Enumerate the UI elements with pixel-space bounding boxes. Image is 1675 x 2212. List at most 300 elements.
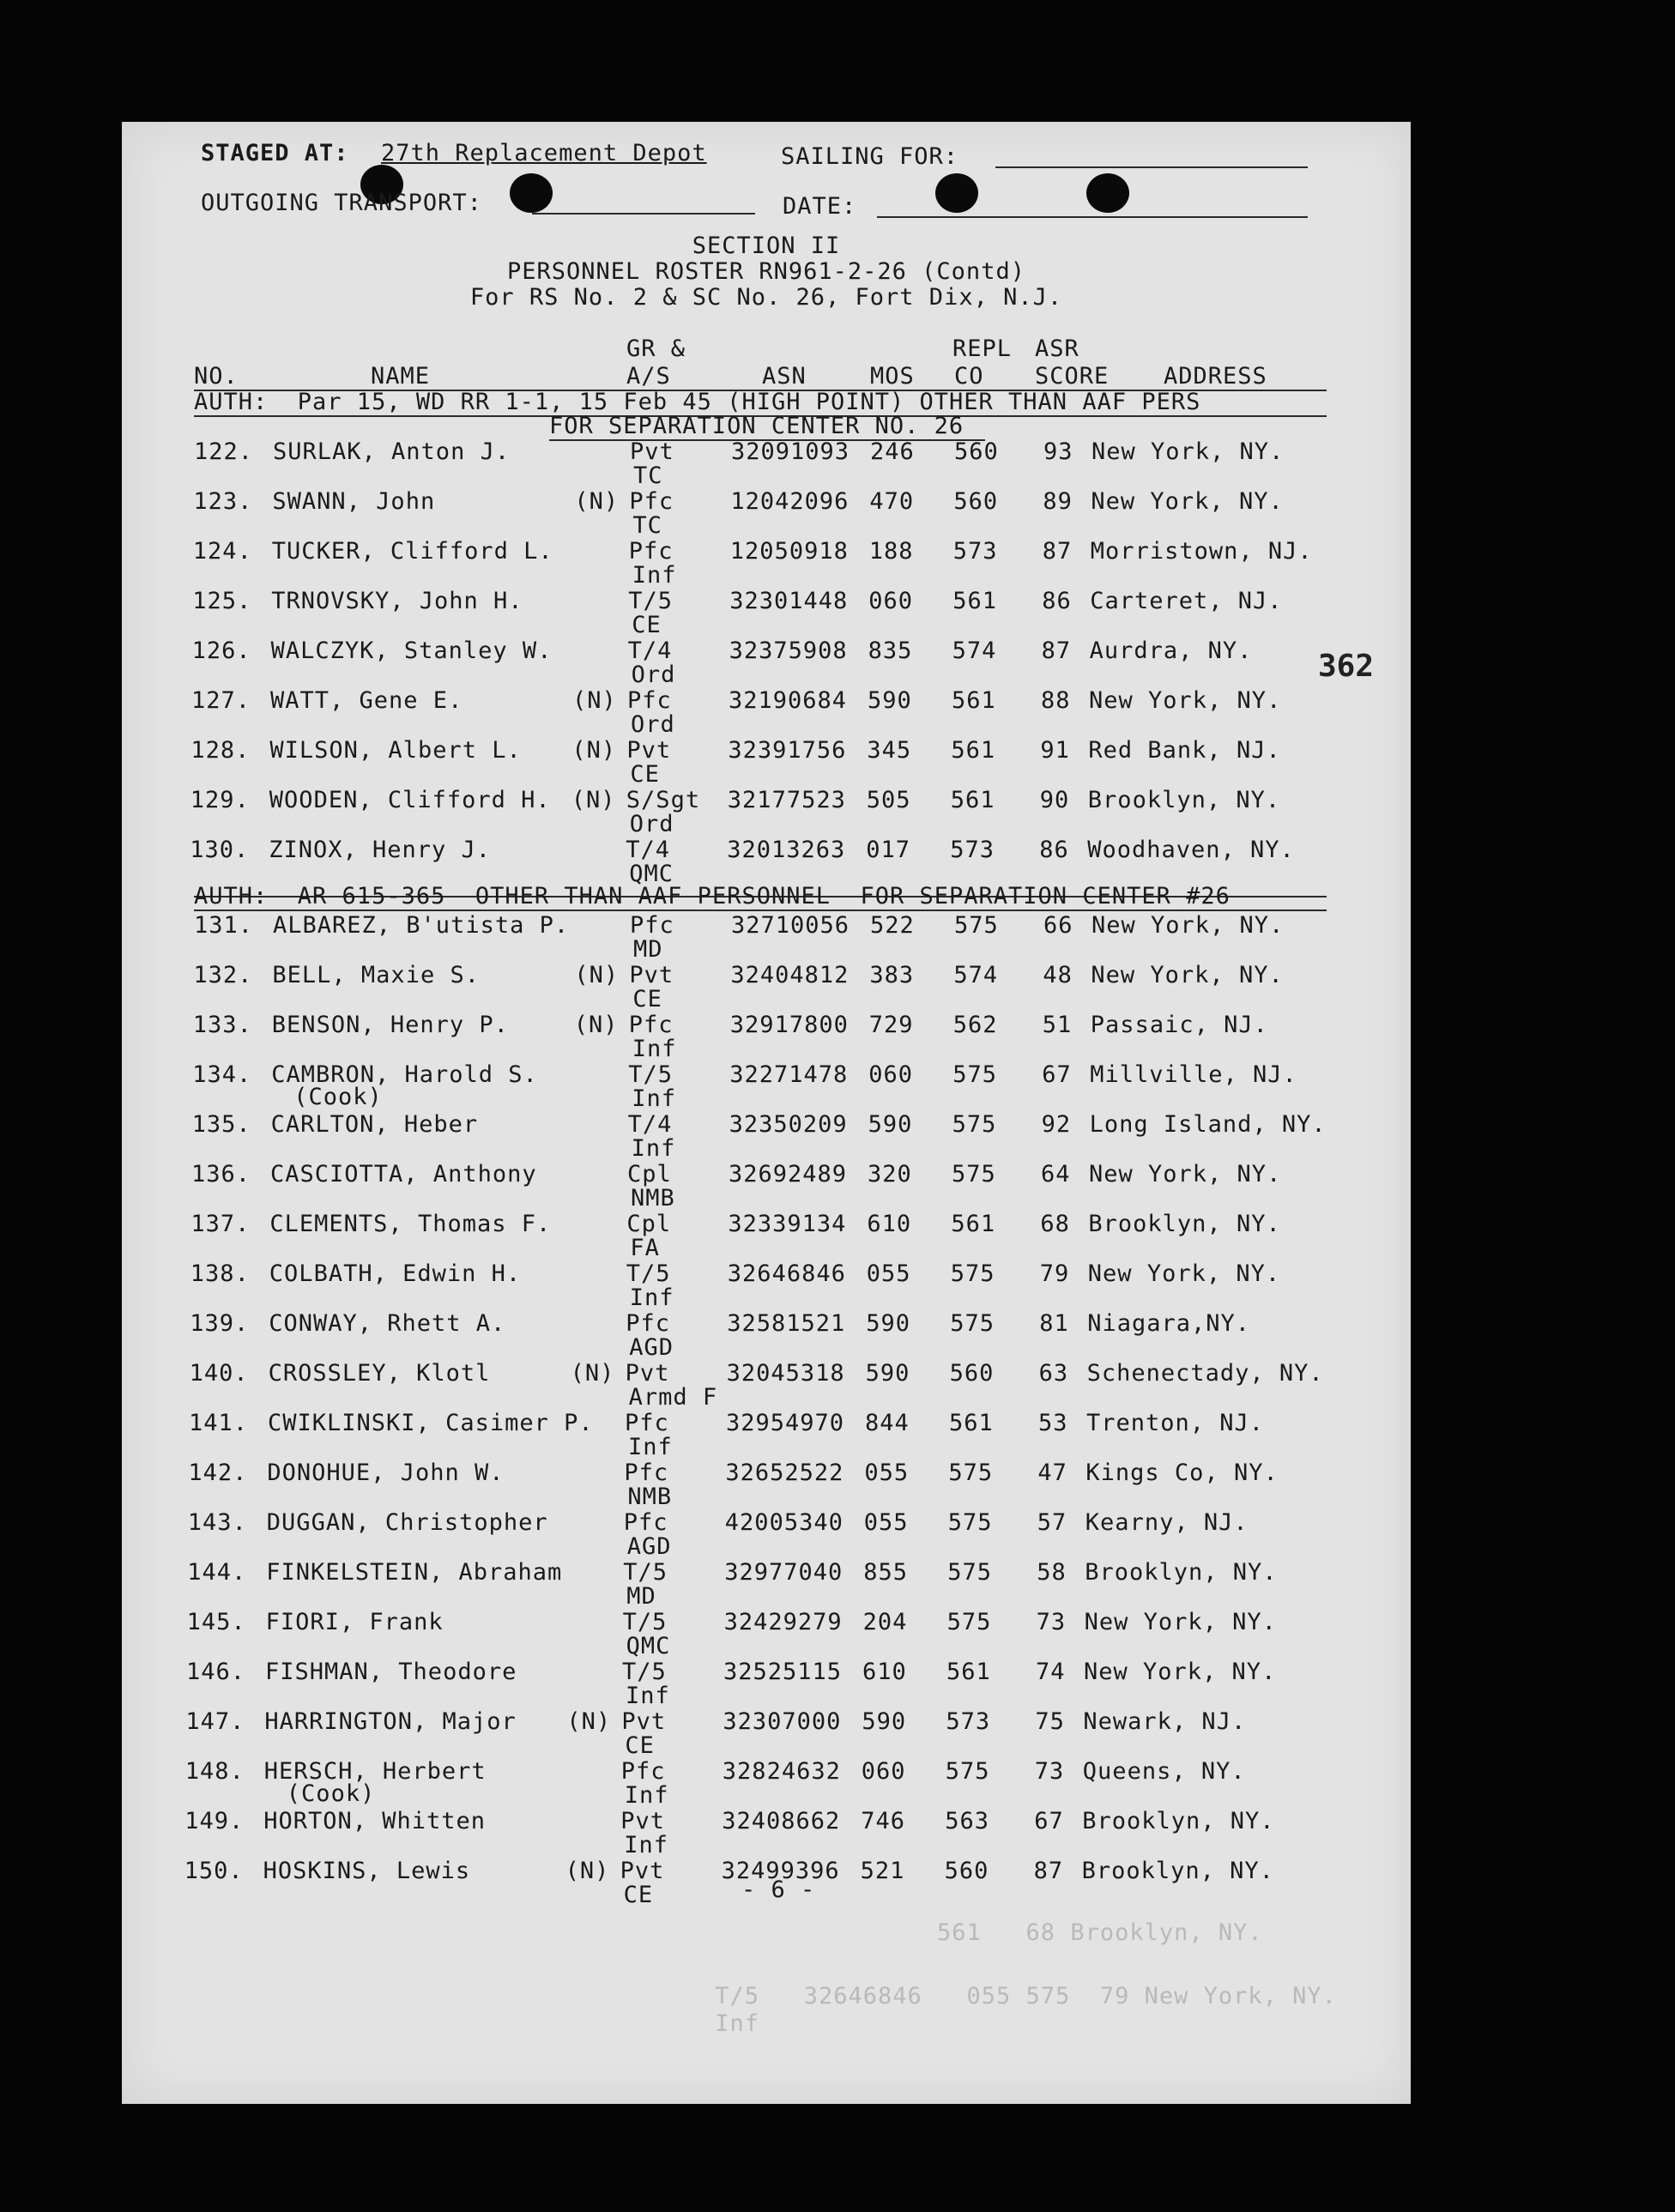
row-asn: 32408662: [722, 1808, 841, 1834]
row-n-mark: (N): [571, 737, 617, 764]
row-grade: T/5: [622, 1659, 667, 1685]
roster-number: PERSONNEL ROSTER RN961-2-26 (Contd): [507, 258, 1025, 285]
row-name: BELL, Maxie S.: [272, 962, 480, 988]
row-address: Long Island, NY.: [1089, 1111, 1327, 1138]
row-arm-service: CE: [623, 1882, 654, 1908]
row-asn: 32271478: [729, 1061, 849, 1088]
row-mos: 320: [868, 1161, 912, 1188]
row-address: New York, NY.: [1091, 962, 1284, 988]
row-number: 125.: [192, 588, 252, 614]
row-address: Brooklyn, NY.: [1087, 787, 1281, 813]
row-number: 123.: [193, 488, 253, 515]
row-arm-service: QMC: [629, 861, 674, 887]
row-note: (Cook): [286, 1780, 376, 1807]
row-mos: 590: [866, 1310, 910, 1337]
row-arm-service: TC: [633, 462, 663, 489]
row-asn: 12050918: [729, 538, 849, 565]
row-asr-score: 67: [1042, 1061, 1072, 1088]
row-grade: T/5: [628, 1061, 673, 1088]
row-arm-service: FA: [630, 1235, 660, 1261]
row-n-mark: (N): [570, 1360, 615, 1387]
row-arm-service: NMB: [631, 1185, 675, 1212]
row-asr-score: 73: [1036, 1609, 1067, 1635]
col-address: ADDRESS: [1164, 363, 1267, 390]
row-arm-service: Ord: [631, 711, 675, 738]
row-repl-co: 575: [946, 1609, 992, 1635]
row-asn: 32339134: [728, 1211, 847, 1237]
row-repl-co: 561: [951, 1211, 996, 1237]
row-name: FIORI, Frank: [265, 1609, 444, 1635]
row-asn: 32307000: [723, 1708, 842, 1735]
row-asn: 12042096: [730, 488, 850, 515]
row-address: Trenton, NJ.: [1086, 1410, 1265, 1436]
col-name: NAME: [371, 363, 431, 390]
row-repl-co: 573: [950, 837, 995, 863]
roster-page: STAGED AT: 27th Replacement Depot SAILING FOR: OUTGOING TRANSPORT: DATE: SECTION II PERSONNEL ROSTER RN961-2-26 (Contd) For RS No. 2 & SC No. 26, Fort Dix, N.J. GR & REPL ASR NO. NAME A/S ASN MOS CO SCORE ADDRESS AUTH: Par 15, WD RR 1-1, 15 Feb 45 (HIGH POINT) OTHER THAN AAF PERS FOR SEPARATION CENTER NO. 26 122. SURLAK, Anton J. Pvt 32091093 246 560 93 New York, NY. TC 123. SWANN, John (N) Pfc 12042096 470 560 89 New York, NY. TC 124. TUCKER, Clifford L. Pfc 12050918 188 573 87 Morristown, NJ. Inf 125. TRNOVSKY, John H. T/5 32301448 060 561 86 Carteret, NJ. CE 126. WALCZYK, Stanley W. T/4 32375908 835 574 87 Aurdra, NY. Ord 127. WATT, Gene E. (N) Pfc 32190684 590 561 88 New York, NY. Ord 128. WILSON, Albert L. (N) Pvt 32391756 345 561 91 Red Bank, NJ. CE 129. WOODEN, Clifford H. (N) S/Sgt 32177523 505 561 90 Brooklyn, NY. Ord 130. ZINOX, Henry J. T/4 32013263 017 573 86 Woodhaven, NY. QMC AUTH: AR 615-365 OTHER THAN AAF PERSONNEL FOR SEPARATION CENTER #26 131. ALBAREZ, B'utista P. Pfc 32710056 522 575 66 New York, NY. MD 132. BELL, Maxie S. (N) Pvt 32404812 383 574 48 New York, NY. CE 133. BENSON, Henry P. (N) Pfc 32917800 729 562 51 Passaic, NJ. Inf 134. CAMBRON, Harold S. T/5 32271478 060 575 67 Millville, NJ. Inf (Cook) 135. CARLTON, Heber T/4 32350209 590 575 92 Long Island, NY. Inf 136. CASCIOTTA, Anthony Cpl 32692489 320 575 64 New York, NY. NMB 137. CLEMENTS, Thomas F. Cpl 32339134 610 561 68 Brooklyn, NY. FA 138. COLBATH, Edwin H. T/5 32646846 055 575 79 New York, NY. Inf 139. CONWAY, Rhett A. Pfc 32581521 590 575 81 Niagara,NY. AGD 140. CROSSLEY, Klotl (N) Pvt 32045318 590 560 63 Schenectady, NY. Armd F 141. CWIKLINSKI, Casimer P. Pfc 32954970 844 561 53 Trenton, NJ. Inf 142. DONOHUE, John W. Pfc 32652522 055 575 47 Kings Co, NY. NMB 143. DUGGAN, Christopher Pfc 42005340 055 575 57 Kearny, NJ. AGD 144. FINKELSTEIN, Abraham T/5 32977040 855 575 58 Brooklyn, NY. MD 145. FIORI, Frank T/5 32429279 204 575 73 New York, NY. QMC 146. FISHMAN, Theodore T/5 32525115 610 561 74 New York, NY. Inf 147. HARRINGTON, Major (N) Pvt 32307000 590 573 75 Newark, NJ. CE 148. HERSCH, Herbert Pfc 32824632 060 575 73 Queens, NY. Inf (Cook) 149. HORTON, Whitten Pvt 32408662 746 563 67 Brooklyn, NY. Inf 150. HOSKINS, Lewis (N) Pvt 32499396 521 560 87 Brooklyn, NY. CE - 6 - 362 561 68 Brooklyn, NY. T/5 32646846 055 575 79 New York, NY. Inf: [122, 122, 1411, 2104]
row-asr-score: 92: [1041, 1111, 1072, 1138]
row-repl-co: 561: [949, 1410, 994, 1436]
row-name: CAMBRON, Harold S.: [271, 1061, 538, 1088]
row-asr-score: 87: [1042, 538, 1073, 565]
row-name: SWANN, John: [272, 488, 436, 515]
col-gr-bottom: A/S: [626, 363, 671, 390]
row-mos: 522: [870, 912, 915, 939]
row-grade: Pvt: [625, 1360, 670, 1387]
col-mos: MOS: [870, 363, 915, 390]
row-address: Passaic, NJ.: [1090, 1012, 1268, 1038]
row-address: Morristown, NJ.: [1090, 538, 1313, 565]
row-asn: 32190684: [729, 687, 848, 714]
row-name: COLBATH, Edwin H.: [269, 1260, 522, 1287]
row-name: DUGGAN, Christopher: [266, 1509, 548, 1536]
row-number: 148.: [184, 1758, 245, 1785]
row-grade: T/5: [623, 1559, 668, 1586]
row-asr-score: 79: [1039, 1260, 1070, 1287]
row-asn: 32692489: [729, 1161, 848, 1188]
row-asn: 32301448: [729, 588, 849, 614]
row-address: Kings Co, NY.: [1085, 1460, 1279, 1486]
row-asr-score: 64: [1041, 1161, 1071, 1188]
row-asn: 32404812: [730, 962, 850, 988]
row-name: SURLAK, Anton J.: [273, 438, 511, 465]
section-title: SECTION II: [692, 233, 841, 259]
row-asn: 32391756: [728, 737, 847, 764]
row-arm-service: CE: [632, 612, 662, 638]
row-name: WOODEN, Clifford H.: [269, 787, 551, 813]
sailing-label: SAILING FOR:: [781, 143, 959, 170]
row-asn: 32525115: [723, 1659, 843, 1685]
row-name: CARLTON, Heber: [270, 1111, 479, 1138]
row-repl-co: 574: [953, 962, 999, 988]
row-repl-co: 573: [946, 1708, 991, 1735]
row-mos: 610: [867, 1211, 912, 1237]
row-grade: Pvt: [626, 737, 672, 764]
row-arm-service: CE: [625, 1732, 655, 1759]
row-arm-service: Armd F: [628, 1384, 718, 1411]
row-number: 137.: [190, 1211, 251, 1237]
row-address: New York, NY.: [1091, 912, 1285, 939]
row-grade: T/4: [627, 1111, 673, 1138]
row-arm-service: Ord: [629, 811, 674, 837]
row-asr-score: 73: [1034, 1758, 1065, 1785]
row-asr-score: 66: [1043, 912, 1073, 939]
row-mos: 521: [860, 1858, 905, 1884]
row-mos: 746: [861, 1808, 905, 1834]
row-asr-score: 86: [1042, 588, 1072, 614]
transport-label: OUTGOING TRANSPORT:: [201, 190, 482, 216]
row-mos: 729: [868, 1012, 914, 1038]
row-repl-co: 573: [952, 538, 998, 565]
row-address: Brooklyn, NY.: [1081, 1858, 1274, 1884]
row-mos: 855: [863, 1559, 908, 1586]
transport-line: [532, 213, 755, 215]
row-number: 150.: [184, 1858, 244, 1884]
row-number: 128.: [190, 737, 251, 764]
row-arm-service: Ord: [631, 662, 676, 688]
row-address: New York, NY.: [1084, 1659, 1277, 1685]
row-number: 143.: [187, 1509, 247, 1536]
row-arm-service: Inf: [631, 1135, 676, 1162]
row-address: Aurdra, NY.: [1089, 638, 1253, 664]
row-arm-service: CE: [630, 761, 660, 788]
row-grade: Cpl: [626, 1211, 672, 1237]
row-arm-service: AGD: [629, 1334, 674, 1361]
punch-hole: [935, 173, 978, 213]
row-asr-score: 47: [1037, 1460, 1067, 1486]
row-number: 135.: [191, 1111, 251, 1138]
row-asn: 32350209: [729, 1111, 848, 1138]
auth2-line: AUTH: AR 615-365 OTHER THAN AAF PERSONNEL FOR SEPARATION CENTER #26: [194, 883, 1231, 910]
auth2-rule: [194, 910, 1327, 911]
row-grade: Pvt: [621, 1708, 667, 1735]
row-arm-service: Inf: [632, 562, 677, 589]
row-grade: Pfc: [628, 538, 674, 565]
row-name: HOSKINS, Lewis: [263, 1858, 471, 1884]
row-grade: S/Sgt: [626, 787, 701, 813]
row-address: Niagara,NY.: [1087, 1310, 1250, 1337]
row-asn: 32652522: [725, 1460, 844, 1486]
row-name: CROSSLEY, Klotl: [268, 1360, 491, 1387]
row-name: CLEMENTS, Thomas F.: [269, 1211, 552, 1237]
staged-label: STAGED AT:: [201, 140, 349, 166]
row-number: 133.: [192, 1012, 252, 1038]
row-number: 136.: [191, 1161, 251, 1188]
row-number: 149.: [184, 1808, 245, 1834]
row-asn: 32917800: [729, 1012, 849, 1038]
col-gr-top: GR &: [626, 335, 686, 362]
row-n-mark: (N): [573, 1012, 619, 1038]
row-address: New York, NY.: [1091, 488, 1284, 515]
row-number: 132.: [193, 962, 253, 988]
row-grade: Pfc: [620, 1758, 666, 1785]
row-n-mark: (N): [572, 687, 617, 714]
row-arm-service: TC: [632, 512, 662, 539]
row-name: FINKELSTEIN, Abraham: [266, 1559, 563, 1586]
col-repl-top: REPL: [952, 335, 1013, 362]
row-repl-co: 574: [952, 638, 997, 664]
row-repl-co: 560: [954, 438, 999, 465]
row-repl-co: 561: [950, 787, 995, 813]
row-mos: 204: [862, 1609, 908, 1635]
row-arm-service: QMC: [626, 1633, 671, 1659]
col-asn: ASN: [762, 363, 807, 390]
row-arm-service: MD: [633, 936, 663, 963]
row-address: New York, NY.: [1089, 687, 1282, 714]
row-name: FISHMAN, Theodore: [265, 1659, 517, 1685]
row-repl-co: 575: [954, 912, 999, 939]
row-repl-co: 561: [951, 737, 996, 764]
row-number: 147.: [185, 1708, 245, 1735]
row-number: 142.: [188, 1460, 248, 1486]
col-asr-top: ASR: [1035, 335, 1079, 362]
row-arm-service: Inf: [632, 1085, 676, 1112]
row-number: 122.: [194, 438, 254, 465]
row-number: 140.: [189, 1360, 249, 1387]
row-mos: 188: [868, 538, 914, 565]
stamp-number: 362: [1318, 649, 1375, 684]
row-asr-score: 86: [1039, 837, 1069, 863]
row-address: Red Bank, NJ.: [1088, 737, 1281, 764]
row-repl-co: 575: [948, 1460, 994, 1486]
row-address: Woodhaven, NY.: [1087, 837, 1295, 863]
row-asn: 32581521: [727, 1310, 846, 1337]
row-arm-service: Inf: [629, 1284, 674, 1311]
row-number: 138.: [190, 1260, 250, 1287]
row-grade: Pfc: [625, 1410, 669, 1436]
page-mark: - 6 -: [741, 1877, 816, 1903]
row-asr-score: 58: [1037, 1559, 1067, 1586]
row-number: 139.: [190, 1310, 250, 1337]
row-grade: Pvt: [620, 1858, 665, 1884]
row-repl-co: 561: [946, 1659, 991, 1685]
row-number: 145.: [186, 1609, 246, 1635]
row-number: 146.: [186, 1659, 246, 1685]
row-asn: 32375908: [729, 638, 848, 664]
col-repl-bottom: CO: [954, 363, 984, 390]
row-repl-co: 575: [952, 1111, 997, 1138]
row-grade: Pvt: [620, 1808, 665, 1834]
row-asr-score: 90: [1039, 787, 1070, 813]
row-asr-score: 93: [1043, 438, 1073, 465]
row-address: Carteret, NJ.: [1090, 588, 1283, 614]
auth1-line2: FOR SEPARATION CENTER NO. 26: [549, 413, 964, 439]
col-score: SCORE: [1035, 363, 1110, 390]
row-grade: Pfc: [630, 912, 674, 939]
row-asn: 32091093: [731, 438, 850, 465]
row-name: TRNOVSKY, John H.: [271, 588, 523, 614]
staged-value: 27th Replacement Depot: [381, 140, 707, 166]
row-repl-co: 575: [952, 1061, 997, 1088]
row-asr-score: 68: [1040, 1211, 1070, 1237]
row-asn: 42005340: [724, 1509, 844, 1536]
row-mos: 470: [869, 488, 915, 515]
row-repl-co: 575: [947, 1509, 993, 1536]
row-address: Newark, NJ.: [1083, 1708, 1247, 1735]
row-number: 130.: [190, 837, 250, 863]
row-grade: Pfc: [628, 1012, 674, 1038]
row-n-mark: (N): [574, 962, 620, 988]
row-name: ALBAREZ, B'utista P.: [273, 912, 570, 939]
row-name: HORTON, Whitten: [263, 1808, 487, 1834]
row-number: 127.: [191, 687, 251, 714]
row-name: DONOHUE, John W.: [267, 1460, 505, 1486]
row-number: 126.: [191, 638, 251, 664]
row-repl-co: 575: [945, 1758, 990, 1785]
row-name: CWIKLINSKI, Casimer P.: [268, 1410, 594, 1436]
row-asr-score: 75: [1035, 1708, 1065, 1735]
row-mos: 835: [868, 638, 913, 664]
row-address: Brooklyn, NY.: [1082, 1808, 1275, 1834]
row-arm-service: Inf: [624, 1832, 668, 1858]
row-repl-co: 562: [952, 1012, 998, 1038]
date-label: DATE:: [783, 193, 857, 220]
row-asr-score: 57: [1037, 1509, 1067, 1536]
row-mos: 590: [868, 687, 912, 714]
row-mos: 345: [867, 737, 912, 764]
punch-hole: [1086, 173, 1129, 213]
row-name: TUCKER, Clifford L.: [271, 538, 553, 565]
row-repl-co: 575: [947, 1559, 992, 1586]
row-asr-score: 89: [1043, 488, 1073, 515]
row-number: 141.: [189, 1410, 249, 1436]
row-asn: 32013263: [727, 837, 846, 863]
row-arm-service: Inf: [628, 1434, 673, 1460]
row-grade: Cpl: [627, 1161, 672, 1188]
row-address: Queens, NY.: [1082, 1758, 1246, 1785]
col-no: NO.: [194, 363, 239, 390]
row-mos: 060: [868, 588, 913, 614]
row-number: 134.: [192, 1061, 252, 1088]
row-number: 131.: [194, 912, 254, 939]
row-address: New York, NY.: [1091, 438, 1285, 465]
row-address: Brooklyn, NY.: [1088, 1211, 1281, 1237]
punch-hole: [510, 173, 553, 213]
row-grade: Pfc: [629, 488, 674, 515]
row-asn: 32499396: [721, 1858, 840, 1884]
row-address: Brooklyn, NY.: [1085, 1559, 1278, 1586]
row-name: WILSON, Albert L.: [269, 737, 522, 764]
row-grade: T/4: [627, 638, 673, 664]
auth1-line1: AUTH: Par 15, WD RR 1-1, 15 Feb 45 (HIGH POINT) OTHER THAN AAF PERS: [194, 389, 1201, 415]
row-address: Millville, NJ.: [1090, 1061, 1297, 1088]
row-address: Kearny, NJ.: [1085, 1509, 1249, 1536]
row-arm-service: Inf: [626, 1683, 670, 1709]
row-grade: T/4: [626, 837, 670, 863]
sailing-line: [995, 166, 1308, 168]
row-grade: Pvt: [629, 962, 674, 988]
row-asn: 32824632: [722, 1758, 841, 1785]
row-mos: 610: [862, 1659, 907, 1685]
row-note: (Cook): [293, 1084, 383, 1110]
row-repl-co: 561: [952, 588, 997, 614]
row-mos: 590: [865, 1360, 910, 1387]
row-name: CASCIOTTA, Anthony: [270, 1161, 537, 1188]
row-repl-co: 563: [945, 1808, 989, 1834]
row-address: Schenectady, NY.: [1086, 1360, 1324, 1387]
row-repl-co: 575: [952, 1161, 996, 1188]
row-grade: Pfc: [626, 1310, 670, 1337]
row-name: WATT, Gene E.: [270, 687, 463, 714]
row-asr-score: 87: [1041, 638, 1072, 664]
row-name: HARRINGTON, Major: [264, 1708, 517, 1735]
row-arm-service: Inf: [624, 1782, 669, 1809]
row-address: New York, NY.: [1089, 1161, 1282, 1188]
row-mos: 246: [870, 438, 915, 465]
row-asn: 32429279: [723, 1609, 843, 1635]
row-arm-service: MD: [626, 1583, 656, 1610]
row-repl-co: 575: [950, 1260, 995, 1287]
row-arm-service: CE: [632, 986, 662, 1012]
row-asn: 32045318: [726, 1360, 845, 1387]
row-n-mark: (N): [566, 1708, 612, 1735]
row-asn: 32977040: [724, 1559, 844, 1586]
row-name: ZINOX, Henry J.: [269, 837, 492, 863]
row-arm-service: AGD: [626, 1533, 672, 1560]
row-repl-co: 560: [949, 1360, 995, 1387]
row-mos: 055: [863, 1509, 909, 1536]
row-number: 144.: [187, 1559, 247, 1586]
row-asn: 32710056: [731, 912, 850, 939]
row-mos: 055: [866, 1260, 911, 1287]
row-name: HERSCH, Herbert: [263, 1758, 487, 1785]
row-mos: 383: [869, 962, 915, 988]
row-asr-score: 74: [1036, 1659, 1066, 1685]
row-name: BENSON, Henry P.: [271, 1012, 509, 1038]
row-asn: 32954970: [726, 1410, 845, 1436]
row-asr-score: 67: [1034, 1808, 1064, 1834]
row-mos: 590: [862, 1708, 907, 1735]
row-asr-score: 63: [1038, 1360, 1069, 1387]
row-asr-score: 51: [1042, 1012, 1073, 1038]
row-repl-co: 561: [952, 687, 996, 714]
row-mos: 060: [861, 1758, 906, 1785]
row-grade: Pvt: [630, 438, 674, 465]
row-n-mark: (N): [565, 1858, 610, 1884]
station-line: For RS No. 2 & SC No. 26, Fort Dix, N.J.: [469, 284, 1063, 311]
date-line: [877, 216, 1308, 218]
row-n-mark: (N): [571, 787, 616, 813]
row-name: CONWAY, Rhett A.: [269, 1310, 506, 1337]
row-n-mark: (N): [574, 488, 620, 515]
row-repl-co: 575: [950, 1310, 995, 1337]
row-arm-service: Inf: [632, 1036, 677, 1062]
row-name: WALCZYK, Stanley W.: [270, 638, 553, 664]
row-mos: 060: [868, 1061, 913, 1088]
row-asn: 32177523: [727, 787, 846, 813]
row-address: New York, NY.: [1087, 1260, 1281, 1287]
row-grade: Pfc: [627, 687, 672, 714]
row-number: 129.: [190, 787, 250, 813]
row-repl-co: 560: [953, 488, 999, 515]
row-asr-score: 87: [1033, 1858, 1064, 1884]
row-asr-score: 91: [1040, 737, 1070, 764]
row-mos: 505: [866, 787, 911, 813]
row-asr-score: 81: [1039, 1310, 1069, 1337]
row-asr-score: 48: [1043, 962, 1073, 988]
row-address: New York, NY.: [1084, 1609, 1277, 1635]
row-mos: 055: [864, 1460, 910, 1486]
row-grade: Pfc: [623, 1509, 668, 1536]
row-grade: Pfc: [624, 1460, 669, 1486]
row-mos: 017: [866, 837, 910, 863]
row-grade: T/5: [626, 1260, 671, 1287]
row-grade: T/5: [628, 588, 673, 614]
row-grade: T/5: [622, 1609, 668, 1635]
row-asn: 32646846: [727, 1260, 846, 1287]
row-repl-co: 560: [944, 1858, 989, 1884]
row-asr-score: 53: [1038, 1410, 1068, 1436]
row-arm-service: NMB: [627, 1484, 673, 1510]
